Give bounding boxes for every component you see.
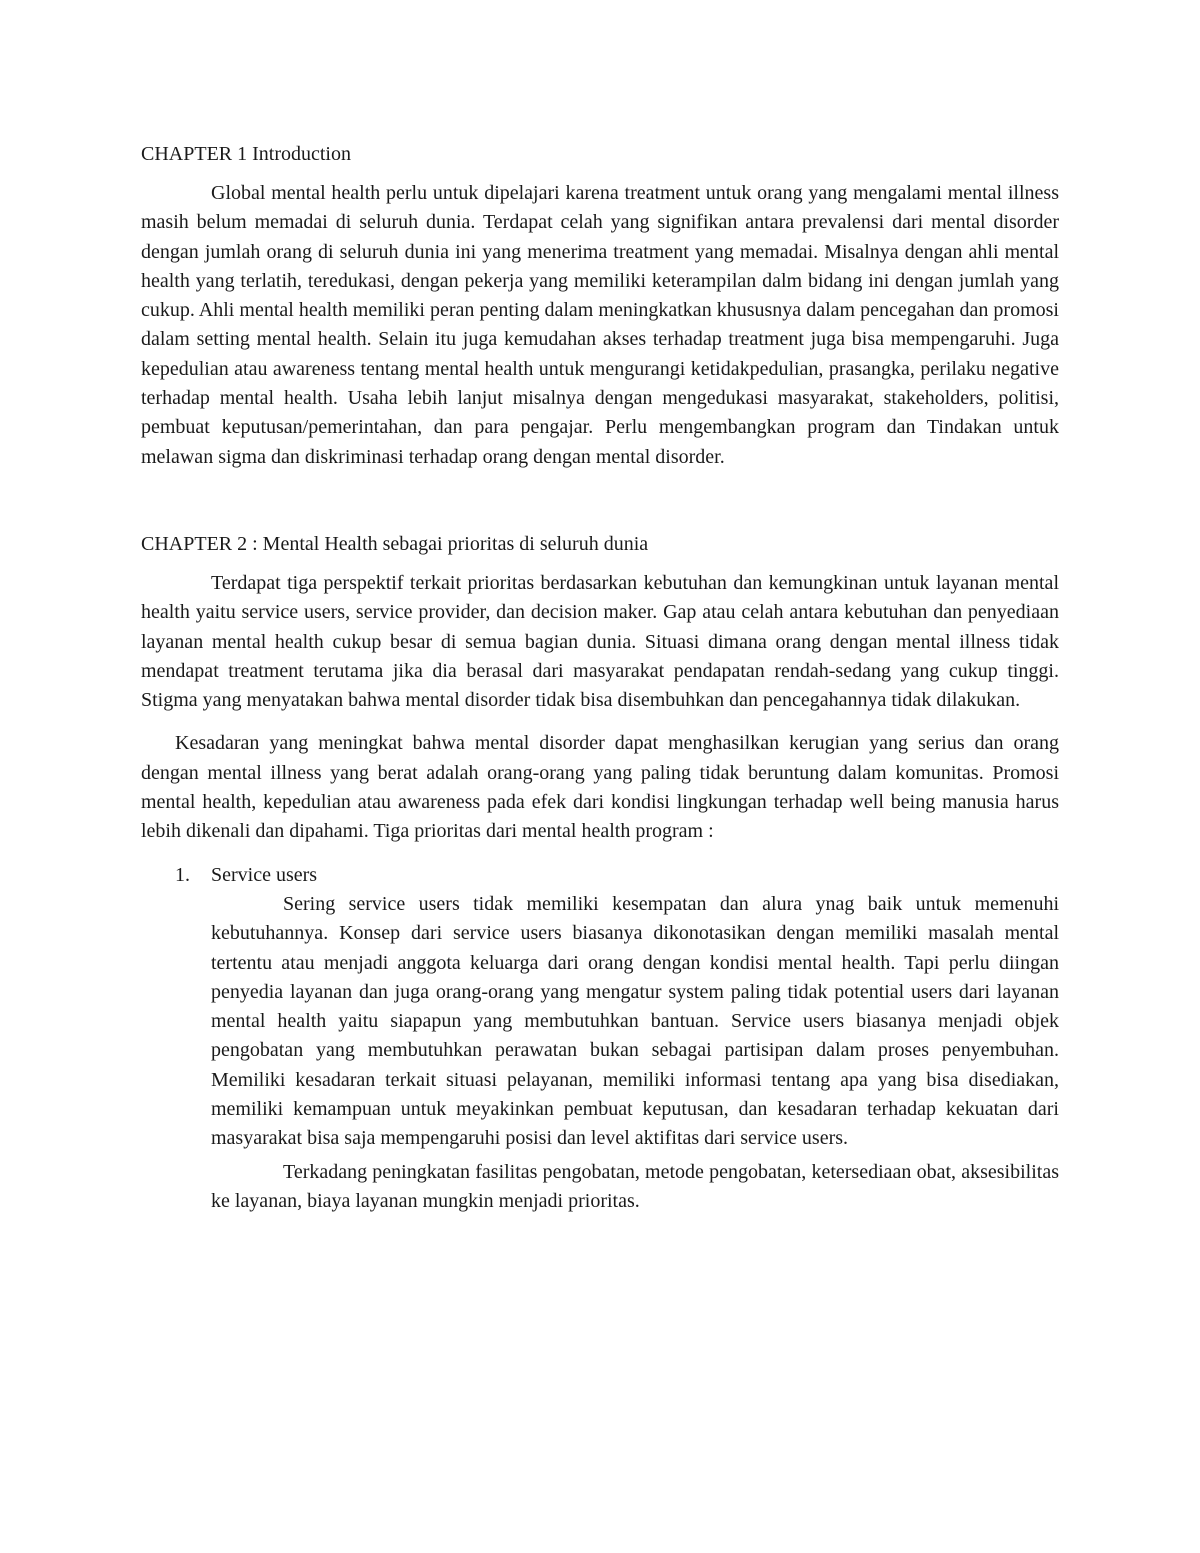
chapter-2-paragraph-2: Kesadaran yang meningkat bahwa mental disorder dapat menghasilkan kerugian yang serius dan orang dengan mental illness yang berat adalah orang-orang yang paling tidak beruntung dalam komunitas. Promosi mental health, kepedulian atau awareness pada efek dari kondisi lingkungan terhadap well being manusia harus lebih dikenali dan dipahami. Tiga prioritas dari mental health program : (141, 732, 1059, 843)
chapter-2-heading: CHAPTER 2 : Mental Health sebagai prioritas di seluruh dunia (141, 532, 649, 555)
priority-list (141, 861, 1059, 1217)
list-item (141, 861, 1059, 1217)
chapter-2-paragraph-1: Terdapat tiga perspektif terkait prioritas berdasarkan kebutuhan dan kemungkinan untuk layanan mental health yaitu service users, service provider, dan decision maker. Gap atau celah antara kebutuhan dan penyediaan layanan mental health cukup besar di semua bagian dunia. Situasi dimana orang dengan mental illness tidak mendapat treatment terutama jika dia berasal dari masyarakat pendapatan rendah-sedang yang cukup tinggi. Stigma yang menyatakan bahwa mental disorder tidak bisa disembuhkan dan pencegahannya tidak dilakukan. (141, 571, 1059, 712)
list-item-paragraph-1: Sering service users tidak memiliki kesempatan dan alura ynag baik untuk memenuhi kebutuhannya. Konsep dari service users biasanya dikonotasikan dengan memiliki masalah mental tertentu atau menjadi anggota keluarga dari orang dengan kondisi mental health. Tapi perlu diingan penyedia layanan dan juga orang-orang yang mengatur system paling tidak potential users dari layanan mental health yaitu siapapun yang membutuhkan bantuan. Service users biasanya menjadi objek pengobatan yang membutuhkan perawatan bukan sebagai partisipan dalam proses penyembuhan. Memiliki kesadaran terkait situasi pelayanan, memiliki informasi tentang apa yang bisa disediakan, memiliki kemampuan untuk meyakinkan pembuat keputusan, dan kesadaran terhadap kekuatan dari masyarakat bisa saja mempengaruhi posisi dan level aktifitas dari service users. (211, 892, 1059, 1150)
list-item-title: Service users (211, 863, 318, 886)
list-item-paragraph-2: Terkadang peningkatan fasilitas pengobatan, metode pengobatan, ketersediaan obat, aksesibilitas ke layanan, biaya layanan mungkin menjadi prioritas. (211, 1160, 1059, 1212)
chapter-1-paragraph: Global mental health perlu untuk dipelajari karena treatment untuk orang yang mengalami mental illness masih belum memadai di seluruh dunia. Terdapat celah yang signifikan antara prevalensi dari mental disorder dengan jumlah orang di seluruh dunia ini yang menerima treatment yang memadai. Misalnya dengan ahli mental health yang terlatih, teredukasi, dengan pekerja yang memiliki keterampilan dalm bidang ini dengan jumlah yang cukup. Ahli mental health memiliki peran penting dalam meningkatkan khususnya dalam pencegahan dan promosi dalam setting mental health. Selain itu juga kemudahan akses terhadap treatment juga bisa mempengaruhi. Juga kepedulian atau awareness tentang mental health untuk mengurangi ketidakpedulian, prasangka, perilaku negative terhadap mental health. Usaha lebih lanjut misalnya dengan mengedukasi masyarakat, stakeholders, politisi, pembuat keputusan/pemerintahan, dan para pengajar. Perlu mengembangkan program dan Tindakan untuk melawan sigma dan diskriminasi terhadap orang dengan mental disorder. (141, 182, 1059, 468)
list-item-marker: 1. (175, 863, 190, 886)
document-body (141, 140, 1059, 1216)
chapter-1-heading: CHAPTER 1 Introduction (141, 143, 351, 165)
